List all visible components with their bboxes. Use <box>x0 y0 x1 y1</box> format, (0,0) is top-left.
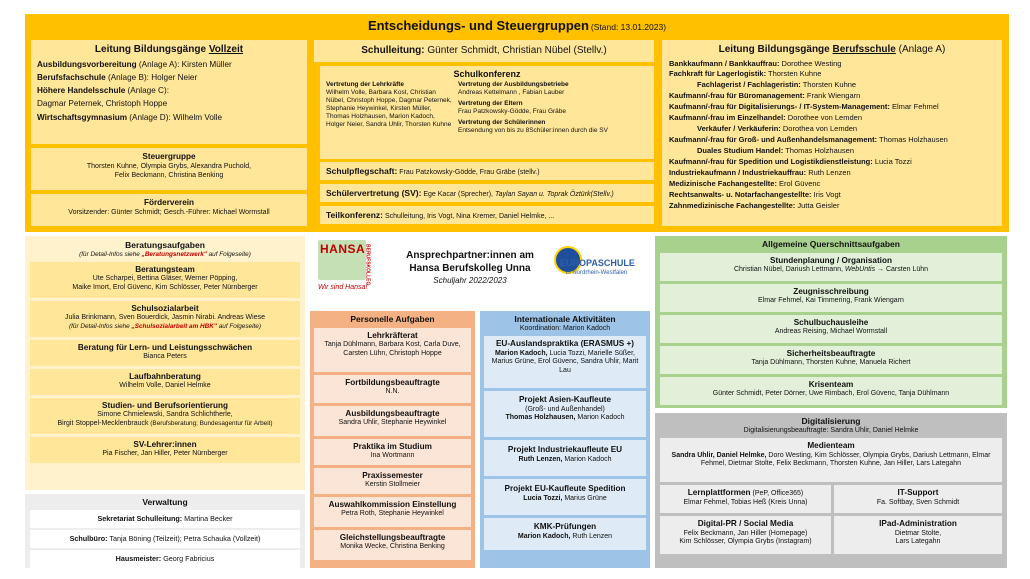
laufbahn-text: Wilhelm Volle, Daniel Helmke <box>119 381 211 389</box>
itsupport-title: IT-Support <box>897 488 939 498</box>
ansprechpartner-block <box>390 250 550 290</box>
personal-item <box>314 375 471 403</box>
quer-item <box>660 346 1002 374</box>
berufsschule-row-value: Thomas Holzhausen <box>877 135 948 145</box>
schueler-names: Entsendung von bis zu 8Schüler:innen durch die SV <box>458 126 608 134</box>
personal-item-names: Kerstin Stollmeier <box>365 480 420 488</box>
berufsschule-row-value: Erol Güvenc <box>776 179 821 189</box>
betriebe-names: Andreas Kettelmann , Fabian Lauber <box>458 89 565 97</box>
personal-item <box>314 497 471 527</box>
berufsschule-row-label: Fachkraft für Lagerlogistik: <box>669 69 767 79</box>
vollzeit-row <box>37 113 301 123</box>
quer-item-title: Sicherheitsbeauftragte <box>786 348 876 358</box>
berufsschule-title-anlage: (Anlage A) <box>895 44 946 55</box>
berufsschule-row-label: Kaufmann/-frau für Digitalisierungs- / IT-System-Management: <box>669 102 890 112</box>
quer-item-names: Elmar Fehmel, Kai Timmering, Frank Wiengarn <box>758 296 904 304</box>
schulsozialarbeit-l1: Julia Brinkmann, Sven Bouerdick, Jasmin Nirabi. Andreas Wiese <box>65 313 265 321</box>
international-coordination: Koordination: Marion Kadoch <box>519 324 611 332</box>
lernplattformen-box <box>660 485 831 513</box>
digital-section <box>655 413 1007 568</box>
beratung-section <box>25 236 305 490</box>
berufsschule-row <box>669 135 995 144</box>
svlehrer-box <box>30 437 300 463</box>
berufsschule-row <box>669 201 995 210</box>
vollzeit-row-label: Höhere Handelsschule <box>37 86 126 95</box>
quer-item-title: Schulbuchausleihe <box>793 317 869 327</box>
teilkonferenz-box <box>320 206 654 224</box>
quer-item <box>660 284 1002 312</box>
center-heading-2: Hansa Berufskolleg Unna <box>409 262 531 274</box>
beratungsteam-box <box>30 262 300 298</box>
quer-item <box>660 253 1002 281</box>
vollzeit-row-value: (Anlage B): Holger Neier <box>105 72 198 82</box>
itsupport-box <box>834 485 1002 513</box>
berufsschule-row-value: Dorothee von Lemden <box>785 113 862 123</box>
verwaltung-row-value: Georg Fabricius <box>161 553 215 563</box>
studien-l1: Simone Chmielewski, Sandra Schlichtherle, <box>97 410 233 418</box>
verwaltung-section <box>25 494 305 568</box>
quer-item-names: Andreas Reising, Michael Wormstall <box>774 327 888 335</box>
vollzeit-row-value: (Anlage C): <box>125 86 169 95</box>
lernplattformen-names: Elmar Fehmel, Tobias Heß (Kreis Unna) <box>683 499 808 507</box>
berufsschule-row <box>669 91 995 100</box>
personal-item <box>314 468 471 494</box>
vollzeit-row <box>37 60 301 70</box>
international-section <box>480 311 650 568</box>
schulsozialarbeit-title: Schulsozialarbeit <box>131 303 199 313</box>
beratung-sub: (für Detail-Infos siehe „Beratungsnetzwerk" auf Folgeseite) <box>79 250 251 258</box>
vollzeit-list <box>37 60 301 123</box>
quer-list <box>660 253 1002 405</box>
personal-item-title: Fortbildungsbeauftragte <box>345 377 440 387</box>
verwaltung-row-label: Hausmeister: <box>115 553 162 563</box>
beratung-title: Beratungsaufgaben <box>125 240 205 250</box>
foerderverein-text: Vorsitzender: Günter Schmidt; Gesch.-Führer: Michael Wormstall <box>68 209 270 217</box>
berufsschule-row-label: Medizinische Fachangestellte: <box>669 179 777 189</box>
steuergruppe-title: Steuergruppe <box>142 152 196 161</box>
beratungsteam-l2: Maike Imort, Erol Güvenc, Kim Schlösser, Peter Nürnberger <box>72 283 258 291</box>
asien-title: Projekt Asien-Kaufleute <box>518 395 612 405</box>
beratungsteam-l1: Ute Scharpei, Bettina Gläser, Werner Pöpping, <box>92 274 238 282</box>
spedition-box <box>484 479 646 515</box>
schulleitung-names: Günter Schmidt, Christian Nübel (Stellv.) <box>424 45 607 56</box>
berufsschule-box <box>662 40 1002 226</box>
berufsschule-row-label: Rechtsanwalts- u. Notarfachangestellte: <box>669 190 812 200</box>
personal-section <box>310 311 475 568</box>
studien-title: Studien- und Berufsorientierung <box>102 400 228 410</box>
itsupport-names: Fa. Softbay, Sven Schmidt <box>876 498 960 506</box>
digitalpr-names-1: Felix Beckmann, Jan Hiller (Homepage) <box>683 529 808 537</box>
digital-title: Digitalisierung <box>801 416 861 426</box>
personal-item-title: Lehrkräfterat <box>367 330 418 340</box>
verwaltung-row <box>30 530 300 548</box>
vollzeit-row-value: (Anlage D): Wilhelm Volle <box>127 112 223 122</box>
sv-box <box>320 184 654 202</box>
center-heading-1: Ansprechpartner:innen am <box>406 250 534 261</box>
berufsschule-row <box>669 69 995 78</box>
vollzeit-row-value: Dagmar Peternek, Christoph Hoppe <box>37 99 168 109</box>
schueler-title: Vertretung der Schülerinnen <box>458 118 546 126</box>
verwaltung-list <box>30 510 300 568</box>
berufsschule-title-underlined: Berufsschule <box>832 44 896 55</box>
digital-sub: Digitalisierungsbeauftragte: Sandra Uhlir, Daniel Helmke <box>743 426 919 434</box>
steuergruppe-box <box>31 148 307 190</box>
quer-item <box>660 377 1002 405</box>
quer-title: Allgemeine Querschnittsaufgaben <box>762 239 900 249</box>
industrie-title: Projekt Industriekaufleute EU <box>507 445 623 455</box>
betriebe-title: Vertretung der Ausbildungsbetriebe <box>458 81 569 89</box>
asien-names: Thomas Holzhausen, Marion Kadoch <box>505 414 625 422</box>
quer-item-title: Stundenplanung / Organisation <box>770 255 892 265</box>
berufsschule-row-label: Kaufmann/-frau für Spedition und Logistikdienstleistung: <box>669 157 873 167</box>
eltern-title: Vertretung der Eltern <box>458 100 523 108</box>
berufsschule-row-value: Thorsten Kuhne <box>800 80 857 90</box>
schulkonferenz-box <box>320 66 654 159</box>
medienteam-box <box>660 438 1002 482</box>
laufbahn-title: Laufbahnberatung <box>129 371 201 381</box>
quer-item-title: Zeugnisschreibung <box>793 286 869 296</box>
schulleitung-label: Schulleitung: <box>361 45 425 56</box>
schulpflegschaft-box <box>320 162 654 180</box>
vollzeit-row-label: Wirtschaftsgymnasium <box>37 112 128 122</box>
quer-section <box>655 236 1007 408</box>
lernberatung-box <box>30 340 300 366</box>
personal-item <box>314 328 471 372</box>
verwaltung-row-value: Martina Becker <box>182 513 233 523</box>
vollzeit-row <box>37 99 301 109</box>
hansa-logo-side: BERUFSKOLLEG <box>364 244 371 286</box>
hansa-logo-text: HANSA <box>320 242 366 256</box>
hansa-logo <box>312 238 386 298</box>
personal-item-title: Gleichstellungsbeauftragte <box>339 532 446 542</box>
schulpflegschaft-label: Schulpflegschaft: <box>326 166 398 176</box>
personal-item-title: Auswahlkommission Einstellung <box>328 499 457 509</box>
berufsschule-row-label: Duales Studium Handel: <box>697 146 784 156</box>
berufsschule-row-value: Frank Wiengarn <box>804 91 861 101</box>
industrie-names: Ruth Lenzen, Marion Kadoch <box>518 455 612 463</box>
sv-label: Schülervertretung (SV): <box>326 188 422 198</box>
berufsschule-row <box>669 157 995 166</box>
berufsschule-row <box>669 102 995 111</box>
berufsschule-row-value: Thorsten Kuhne <box>766 69 822 79</box>
spedition-names: Lucia Tozzi, Marius Grüne <box>523 494 607 502</box>
asien-box <box>484 391 646 437</box>
berufsschule-row <box>669 190 995 199</box>
lehrkraefte-names: Wilhelm Volle, Barbara Kost, Christian Nübel, Christoph Hoppe, Dagmar Peternek, Stephanie Heywinkel, Kirsten Müller, Thomas Holzhausen, Marion Kadoch, Holger Neier, Sandra Uhlir, Thorsten Kuhne <box>326 89 452 128</box>
berufsschule-row-value: Dorothea von Lemden <box>780 124 858 134</box>
eltern-names: Frau Patzkowsky-Gödde, Frau Gräbe <box>458 108 567 116</box>
studien-l2: Birgit Stoppel-Mecklenbrauck (Berufsberatung; Bundesagentur für Arbeit) <box>57 419 273 427</box>
vollzeit-row-label: Ausbildungsvorbereitung <box>37 59 137 69</box>
europaschule-sub: in Nordrhein-Westfalen <box>566 270 628 276</box>
berufsschule-row <box>669 80 995 89</box>
berufsschule-row-label: Bankkaufmann / Bankkauffrau: <box>669 58 780 68</box>
digitalpr-title: Digital-PR / Social Media <box>697 519 794 529</box>
ipad-names-1: Dietmar Stolte, <box>894 529 942 537</box>
berufsschule-row <box>669 59 995 68</box>
kmk-names: Marion Kadoch, Ruth Lenzen <box>517 532 613 540</box>
lernplattformen-title: Lernplattformen (PeP, Office365) <box>687 488 804 498</box>
berufsschule-row-label: Kaufmann/-frau im Einzelhandel: <box>669 113 786 123</box>
page-title: Entscheidungs- und Steuergruppen <box>367 18 589 33</box>
personal-item-title: Ausbildungsbeauftragte <box>345 408 440 418</box>
schulpflegschaft-text: Frau Patzkowsky-Gödde, Frau Gräbe (stellv.) <box>397 169 540 176</box>
foerderverein-title: Förderverein <box>143 198 195 207</box>
international-title: Internationale Aktivitäten <box>514 314 616 324</box>
asien-sub: (Groß- und Außenhandel) <box>525 405 605 413</box>
personal-item-title: Praktika im Studium <box>353 441 432 451</box>
personal-item-names: Petra Roth, Stephanie Heywinkel <box>341 509 444 517</box>
berufsschule-row <box>669 179 995 188</box>
erasmus-names: Marion Kadoch, Lucia Tozzi, Marielle Süßer, Marius Grüne, Erol Güvenc, Sandra Uhlir, Marit Lau <box>491 349 639 375</box>
lernberatung-text: Bianca Peters <box>143 352 187 360</box>
personal-item <box>314 439 471 465</box>
kmk-box <box>484 518 646 550</box>
digitalpr-box <box>660 516 831 554</box>
verwaltung-row-label: Schulbüro: <box>69 533 108 543</box>
vollzeit-row-label: Berufsfachschule <box>37 72 106 82</box>
berufsschule-row-label: Fachlagerist / Fachlageristin: <box>697 80 801 90</box>
hansa-logo-tag: Wir sind Hansa! <box>318 284 368 291</box>
sv-stellv: Taylan Sayan u. Toprak Öztürk(Stellv.) <box>494 191 614 198</box>
steuergruppe-members-2: Felix Beckmann, Christina Benking <box>114 172 224 179</box>
verwaltung-title: Verwaltung <box>142 497 188 507</box>
berufsschule-row-label: Industriekaufmann / Industriekauffrau: <box>669 168 807 178</box>
ipad-names-2: Lars Lategahn <box>895 538 941 546</box>
medienteam-names: Sandra Uhlir, Daniel Helmke, Doro Westing, Kim Schlösser, Olympia Grybs, Dariush Lettmann, Elmar Fehmel, Dietmar Stolte, Felix Beckmann, Thorsten Kuhne, Jan Hiller, Lars Lategahn <box>671 451 991 468</box>
spedition-title: Projekt EU-Kaufleute Spedition <box>504 484 626 494</box>
berufsschule-row <box>669 124 995 133</box>
teilkonferenz-label: Teilkonferenz: <box>326 210 383 220</box>
digitalpr-names-2: Kim Schlösser, Olympia Grybs (Instagram) <box>679 538 812 546</box>
verwaltung-row-value: Tanja Böning (Teilzeit); Petra Schauka (Vollzeit) <box>107 533 261 543</box>
vollzeit-box <box>31 40 307 144</box>
industrie-box <box>484 440 646 476</box>
schulkonferenz-title: Schulkonferenz <box>453 69 521 79</box>
quer-item-names: Tanja Dühlmann, Thorsten Kuhne, Manuela Richert <box>751 358 911 366</box>
quer-item-names: Günter Schmidt, Peter Dörner, Uwe Rimbach, Erol Güvenc, Tanja Dühlmann <box>712 389 950 397</box>
personal-item-names: N.N. <box>385 387 400 395</box>
laufbahn-box <box>30 369 300 395</box>
teilkonferenz-text: Schulleitung, Iris Vogt, Nina Kremer, Daniel Helmke, ... <box>383 213 555 220</box>
vollzeit-row <box>37 86 301 96</box>
ipad-box <box>834 516 1002 554</box>
vollzeit-row <box>37 73 301 83</box>
berufsschule-list <box>669 59 995 211</box>
lehrkraefte-title: Vertretung der Lehrkräfte <box>326 81 405 89</box>
schulsozialarbeit-l2: (für Detail-Infos siehe „Schulsozialarbeit am HBK" auf Folgeseite) <box>69 322 261 330</box>
berufsschule-row-label: Kaufmann/-frau für Büromanagement: <box>669 91 805 101</box>
personal-list <box>314 328 471 560</box>
berufsschule-row-value: Ruth Lenzen <box>806 168 851 178</box>
verwaltung-row <box>30 510 300 528</box>
vollzeit-title: Leitung Bildungsgänge <box>94 44 209 55</box>
berufsschule-row-label: Verkäufer / Verkäuferin: <box>697 124 781 134</box>
berufsschule-row-value: Iris Vogt <box>811 190 841 200</box>
studien-box <box>30 398 300 434</box>
personal-item-names: Ina Wortmann <box>370 451 415 459</box>
ipad-title: IPad-Administration <box>879 519 957 529</box>
steuergruppe-members-1: Thorsten Kuhne, Olympia Grybs, Alexandra Puchold, <box>86 163 252 171</box>
personal-item-title: Praxissemester <box>362 470 423 480</box>
berufsschule-row-label: Kaufmann/-frau für Groß- und Außenhandelsmanagement: <box>669 135 878 145</box>
berufsschule-row <box>669 113 995 122</box>
berufsschule-row <box>669 168 995 177</box>
center-schuljahr: Schuljahr 2022/2023 <box>433 276 507 285</box>
medienteam-title: Medienteam <box>807 441 855 451</box>
berufsschule-row-value: Elmar Fehmel <box>889 102 939 112</box>
beratungsteam-title: Beratungsteam <box>135 264 195 274</box>
sv-text: Ege Kacar (Sprecher), <box>421 191 495 198</box>
foerderverein-box <box>31 194 307 226</box>
personal-item-names: Tanja Dühlmann, Barbara Kost, Carla Duve, Carsten Lühn, Christoph Hoppe <box>324 340 461 357</box>
svlehrer-text: Pia Fischer, Jan Hiller, Peter Nürnberger <box>102 449 228 457</box>
quer-item-title: Krisenteam <box>808 379 854 389</box>
svlehrer-title: SV-Lehrer:innen <box>133 439 197 449</box>
berufsschule-title: Leitung Bildungsgänge <box>718 44 833 55</box>
berufsschule-row-value: Dorothee Westing <box>779 58 842 68</box>
kmk-title: KMK-Prüfungen <box>533 522 597 532</box>
europaschule-title: EUROPASCHULE <box>560 258 635 268</box>
vollzeit-title-underlined: Vollzeit <box>208 44 244 55</box>
personal-item-names: Monika Wecke, Christina Benking <box>340 542 445 550</box>
berufsschule-row <box>669 146 995 155</box>
personal-title: Personelle Aufgaben <box>350 314 435 324</box>
berufsschule-row-label: Zahnmedizinische Fachangestellte: <box>669 201 796 211</box>
erasmus-box <box>484 336 646 388</box>
lernberatung-title: Beratung für Lern- und Leistungsschwächen <box>77 342 253 352</box>
verwaltung-row-label: Sekretariat Schulleitung: <box>97 513 183 523</box>
header-bar <box>25 14 1009 36</box>
personal-item <box>314 530 471 560</box>
schulleitung-box <box>314 40 654 62</box>
berufsschule-row-value: Thomas Holzhausen <box>783 146 854 156</box>
stand-date: (Stand: 13.01.2023) <box>590 22 667 32</box>
verwaltung-row <box>30 550 300 568</box>
schulsozialarbeit-box <box>30 301 300 337</box>
personal-item-names: Sandra Uhlir, Stephanie Heywinkel <box>338 418 447 426</box>
personal-item <box>314 406 471 436</box>
erasmus-title: EU-Auslandspraktika (ERASMUS +) <box>495 339 635 349</box>
europaschule-logo <box>552 244 654 292</box>
berufsschule-row-value: Lucia Tozzi <box>872 157 912 167</box>
vollzeit-row-value: (Anlage A): Kirsten Müller <box>136 59 232 69</box>
quer-item <box>660 315 1002 343</box>
berufsschule-row-value: Jutta Geisler <box>795 201 840 211</box>
quer-item-names: Christian Nübel, Dariush Lettmann, WebUntis → Carsten Lühn <box>733 265 929 273</box>
